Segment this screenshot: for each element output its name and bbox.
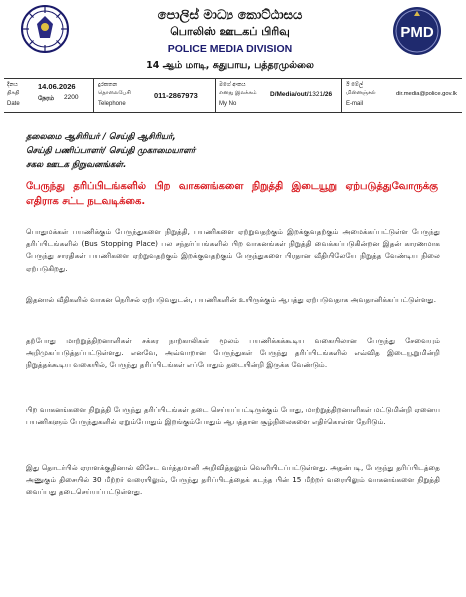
addressee-line-2: செய்தி பணிப்பாளர்/ செய்தி முகாமையாளர் xyxy=(26,146,196,156)
release-title: பேருந்து தரிப்பிடங்களில் பிற வாகனங்களை நிறுத்தி இடையூறு ஏற்படுத்துவோருக்கு எதிராக சட்ட நடவடிக்கை. xyxy=(26,181,438,207)
body-paragraph-3: தற்போது மாற்றுத்திறனாளிகள் சக்கர நாற்காலிகள் மூலம் பயணிக்கக்கூடிய வகையிலான பேருந்து சேவையும் அறிமுகப்படுத்தப்பட்டுள்ளது. எனவே, அவ்வாறான பேருந்துகள் பேருந்து தரிப்பிடங்களில் எவ்வித இடையூறுமின்றி நிறுத்தக்கூடிய வகையில், பேருந்து தரிப்பிடங்கள் எப்போதும் தடையின்றி இருக்க வேண்டும். xyxy=(26,336,440,370)
date-label-si: දිනය xyxy=(7,82,18,88)
body-paragraph-4: பிற வாகனங்களை நிறுத்தி பேருந்து தரிப்பிடங்கள் தடை செய்யப்பட்டிருக்கும் போது, மாற்றுத்திறனாளிகள் மட்டுமின்றி ஏனைய பயணிகளும் பேருந்துகளில் ஏறும்போதும் இறங்கும்போதும் ஆபத்தான சூழ்நிலைகளை எதிர்கொள்ள நேரிடும். xyxy=(26,405,440,427)
email-link[interactable]: dir.media@police.gov.lk xyxy=(396,91,457,97)
date-label-en: Date xyxy=(7,101,20,107)
org-name-sinhala: පොලිස් මාධ්‍ය කොට්ඨාසය xyxy=(157,8,303,23)
org-name-english: POLICE MEDIA DIVISION xyxy=(167,43,293,55)
addressee-line-3: சகல ஊடக நிறுவனங்கள். xyxy=(26,160,127,170)
myno-label-en: My No xyxy=(219,101,237,107)
time-value: 2200 xyxy=(64,94,79,101)
org-address: 14 ஆம் மாடி, சுதுபாய, பத்தரமுல்லை xyxy=(146,60,314,71)
email-label-ta: மின்னஞ்சல் xyxy=(346,90,376,96)
email-label-en: E-mail xyxy=(346,101,364,107)
body-paragraph-1: பொதுமக்கள் பயணிக்கும் பேருந்துகளை நிறுத்தி, பயணிகளை ஏற்றுவதற்கும் இறக்குவதற்கும் அமைக்கப்பட்டுள்ள பேருந்து தரிப்பிடங்களில் (Bus Stopping Place) பல சந்தர்ப்பங்களில் பிற வாகனங்கள் நிறுத்தி வைக்கப்படுகின்றன இதன் காரணமாக பேருந்து சாரதிகள் பயணிகளை ஏற்றுவதற்கும் இறக்குவதற்கும் பேருந்துகளை பிரதான வீதியிலேயே நிறுத்த வேண்டிய நிலை ஏற்படுகிறது. xyxy=(26,227,440,273)
phone-label-si: දුරකතන xyxy=(98,82,118,88)
phone-label-en: Telephone xyxy=(98,101,126,107)
info-table xyxy=(4,78,462,113)
police-emblem-icon xyxy=(20,4,70,54)
date-value: 14.06.2026 xyxy=(38,82,76,91)
time-label-ta: நேரம் xyxy=(38,95,55,102)
email-cell xyxy=(342,79,462,112)
phone-cell xyxy=(94,79,216,112)
myno-label-ta: எனது இலக்கம் xyxy=(219,90,257,96)
body-paragraph-5: இது தொடர்பில் ஏராளக்குதினால் விசேட வர்த்தமானி அறிவித்தலும் வெளியிடப்பட்டுள்ளது. அதன்படி, பேருந்து தரிப்பிடத்தை அணுகும் திசையில் 30 மீற்றர் வரையிலும், பேருந்து தரிப்பிடத்தைக் கடந்த பின் 15 மீற்றர் வரையிலும் வாகனங்களை நிறுத்தி வைப்பது தடைசெய்யப்பட்டுள்ளது. xyxy=(26,463,440,497)
date-label-ta: திகதி xyxy=(7,90,20,96)
email-label-si: ඊ මේල් xyxy=(346,82,364,88)
pmd-logo-text: PMD xyxy=(400,24,434,41)
pmd-logo-icon xyxy=(392,6,442,56)
org-name-tamil: பொலிஸ் ஊடகப் பிரிவு xyxy=(170,25,290,38)
body-paragraph-2: இதனால் வீதிகளில் வாகன நெரிசல் ஏற்படுவதுடன், பயணிகளின் உயிருக்கும் ஆபத்து ஏற்படுவதாக அவதானிக்கப்பட்டுள்ளது. xyxy=(26,295,436,304)
addressee-line-1: தலைமை ஆசிரியர் / செய்தி ஆசிரியர், xyxy=(26,132,176,142)
my-no-cell xyxy=(216,79,342,112)
myno-label-si: මගේ අංකය xyxy=(219,82,246,88)
phone-label-ta: தொலைபேசி xyxy=(98,90,131,96)
date-cell xyxy=(4,79,94,112)
phone-value: 011-2867973 xyxy=(154,91,198,100)
myno-value: D/Media/out/1321/26 xyxy=(270,91,333,98)
